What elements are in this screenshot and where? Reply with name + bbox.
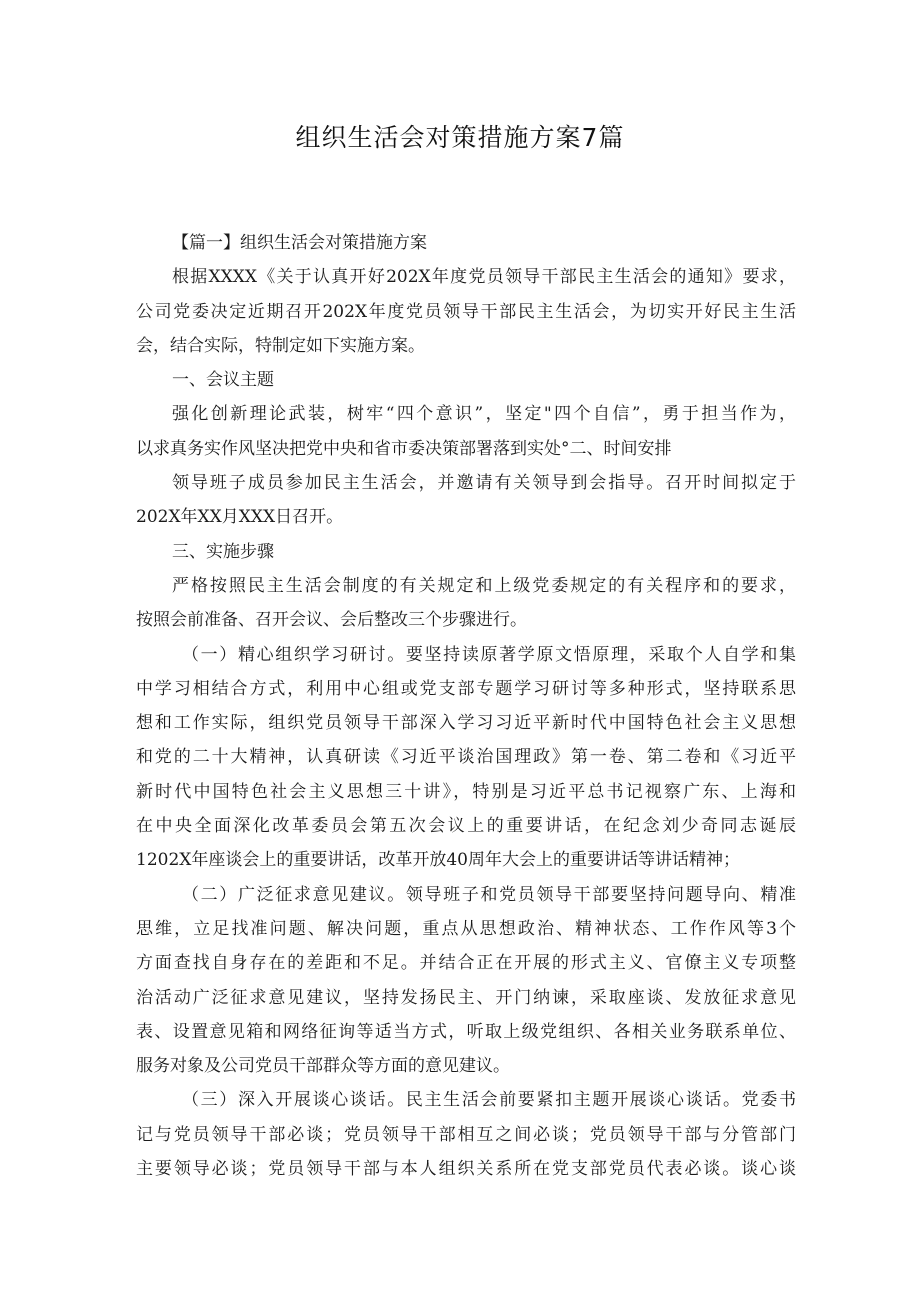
- text-line: 严格按照民主生活会制度的有关规定和上级党委规定的有关程序和的要求，: [172, 575, 796, 596]
- text-line: 【篇一】组织生活会对策措施方案: [172, 233, 427, 253]
- text-line: 思维，立足找准问题、解决问题，重点从思想政治、精神状态、工作作风等3个: [136, 918, 796, 939]
- text-line: 方面查找自身存在的差距和不足。并结合正在开展的形式主义、官僚主义专项整: [136, 953, 796, 974]
- text-line: 202X年XX月XXX日召开。: [136, 507, 344, 528]
- document-title: 组织生活会对策措施方案7篇: [295, 123, 625, 152]
- text-line: 治活动广泛征求意见建议，坚持发扬民主、开门纳谏，采取座谈、发放征求意见: [136, 987, 796, 1008]
- text-line: 新时代中国特色社会主义思想三十讲》，特别是习近平总书记视察广东、上海和: [136, 781, 796, 802]
- text-line: 三、实施步骤: [172, 541, 274, 562]
- text-line: 在中央全面深化改革委员会第五次会议上的重要讲话，在纪念刘少奇同志诞辰: [136, 816, 796, 837]
- text-line: 主要领导必谈；党员领导干部与本人组织关系所在党支部党员代表必谈。谈心谈: [136, 1159, 796, 1180]
- text-line: （二）广泛征求意见建议。领导班子和党员领导干部要坚持问题导向、精准: [182, 884, 796, 905]
- document-body: [136, 226, 796, 1186]
- text-line: 根据XXXX《关于认真开好202X年度党员领导干部民主生活会的通知》要求，: [172, 267, 796, 288]
- text-line: （三）深入开展谈心谈话。民主生活会前要紧扣主题开展谈心谈话。党委书: [182, 1090, 796, 1111]
- text-line: 领导班子成员参加民主生活会，并邀请有关领导到会指导。召开时间拟定于: [172, 473, 796, 494]
- text-line: 1202X年座谈会上的重要讲话，改革开放40周年大会上的重要讲话等讲话精神；: [136, 850, 740, 871]
- text-line: 想和工作实际，组织党员领导干部深入学习习近平新时代中国特色社会主义思想: [136, 713, 796, 734]
- text-line: 和党的二十大精神，认真研读《习近平谈治国理政》第一卷、第二卷和《习近平: [136, 747, 796, 768]
- text-line: 一、会议主题: [172, 370, 274, 391]
- text-line: （一）精心组织学习研讨。要坚持读原著学原文悟原理，采取个人自学和集: [182, 644, 796, 665]
- text-line: 会，结合实际，特制定如下实施方案。: [136, 335, 425, 356]
- text-line: 中学习相结合方式，利用中心组或党支部专题学习研讨等多种形式，坚持联系思: [136, 678, 796, 699]
- text-line: 强化创新理论武装，树牢“四个意识”，坚定"四个自信”，勇于担当作为，: [172, 404, 796, 425]
- text-line: 公司党委决定近期召开202X年度党员领导干部民主生活会，为切实开好民主生活: [136, 301, 796, 322]
- text-line: 以求真务实作风坚决把党中央和省市委决策部署落到实处°二、时间安排: [136, 438, 672, 459]
- text-line: 记与党员领导干部必谈；党员领导干部相互之间必谈；党员领导干部与分管部门: [136, 1124, 796, 1145]
- text-line: 按照会前准备、召开会议、会后整改三个步骤进行。: [136, 610, 527, 631]
- text-line: 表、设置意见箱和网络征询等适当方式，听取上级党组织、各相关业务联系单位、: [136, 1021, 796, 1042]
- text-line: 服务对象及公司党员干部群众等方面的意见建议。: [136, 1056, 510, 1077]
